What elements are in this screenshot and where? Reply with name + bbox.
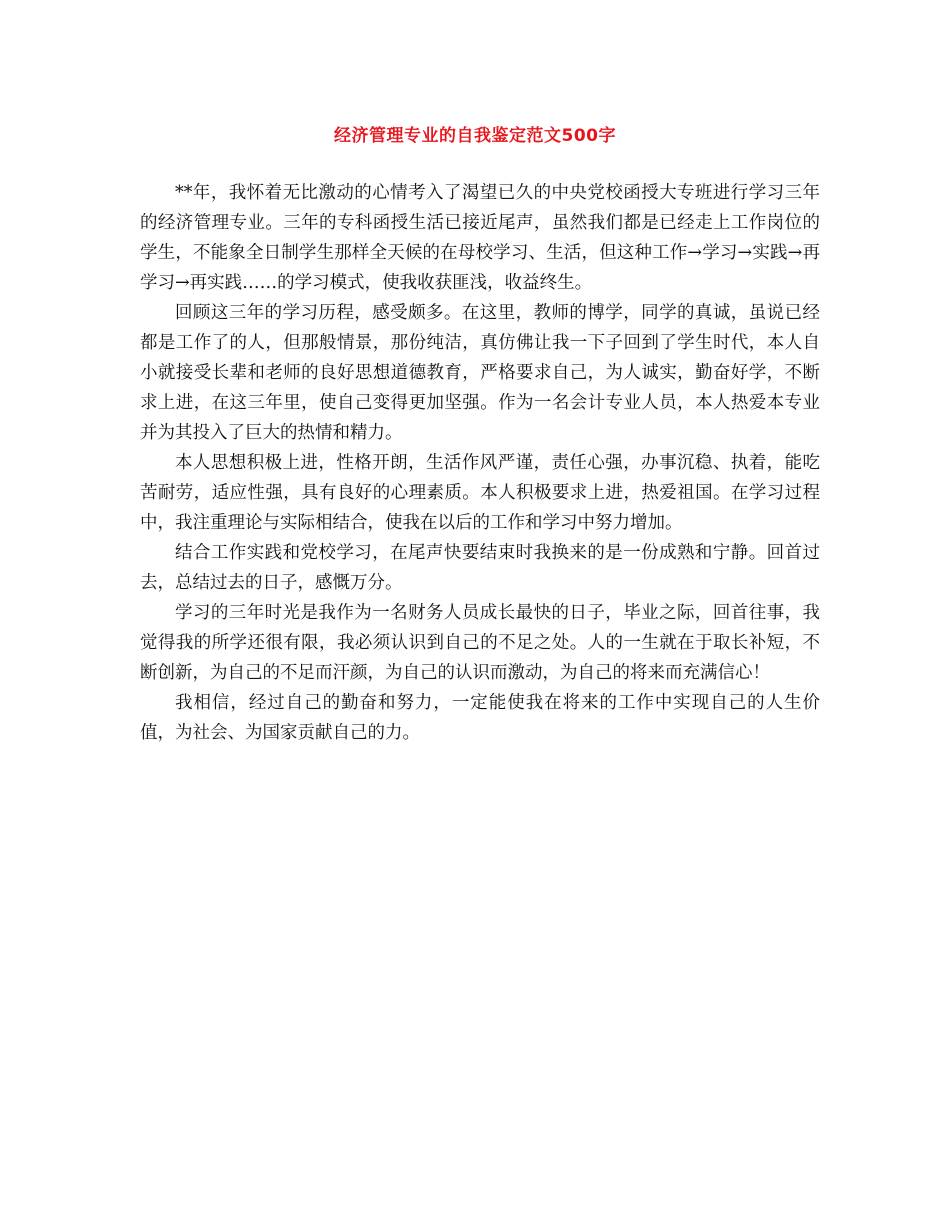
paragraph-3: 本人思想积极上进，性格开朗，生活作风严谨，责任心强，办事沉稳、执着，能吃苦耐劳，适应性强，具有良好的心理素质。本人积极要求上进，热爱祖国。在学习过程中，我注重理论与实际相结合，使我在以后的工作和学习中努力增加。 <box>140 453 820 533</box>
paragraph-6: 我相信，经过自己的勤奋和努力，一定能使我在将来的工作中实现自己的人生价值，为社会、为国家贡献自己的力。 <box>140 693 820 743</box>
paragraph-2: 回顾这三年的学习历程，感受颇多。在这里，教师的博学，同学的真诚，虽说已经都是工作了的人，但那般情景，那份纯洁，真仿佛让我一下子回到了学生时代，本人自小就接受长辈和老师的良好思想道德教育，严格要求自己，为人诚实，勤奋好学，不断求上进，在这三年里，使自己变得更加坚强。作为一名会计专业人员，本人热爱本专业并为其投入了巨大的热情和精力。 <box>140 303 820 443</box>
paragraph-4: 结合工作实践和党校学习，在尾声快要结束时我换来的是一份成熟和宁静。回首过去，总结过去的日子，感慨万分。 <box>140 543 820 593</box>
document-title: 经济管理专业的自我鉴定范文500字 <box>334 126 616 146</box>
document-body <box>140 178 820 748</box>
paragraph-1: **年，我怀着无比激动的心情考入了渴望已久的中央党校函授大专班进行学习三年的经济管理专业。三年的专科函授生活已接近尾声，虽然我们都是已经走上工作岗位的学生，不能象全日制学生那样全天候的在母校学习、生活，但这种工作→学习→实践→再学习→再实践……的学习模式，使我收获匪浅，收益终生。 <box>140 183 820 293</box>
paragraph-5: 学习的三年时光是我作为一名财务人员成长最快的日子，毕业之际，回首往事，我觉得我的所学还很有限，我必须认识到自己的不足之处。人的一生就在于取长补短，不断创新，为自己的不足而汗颜，为自己的认识而激动，为自己的将来而充满信心！ <box>140 603 820 683</box>
